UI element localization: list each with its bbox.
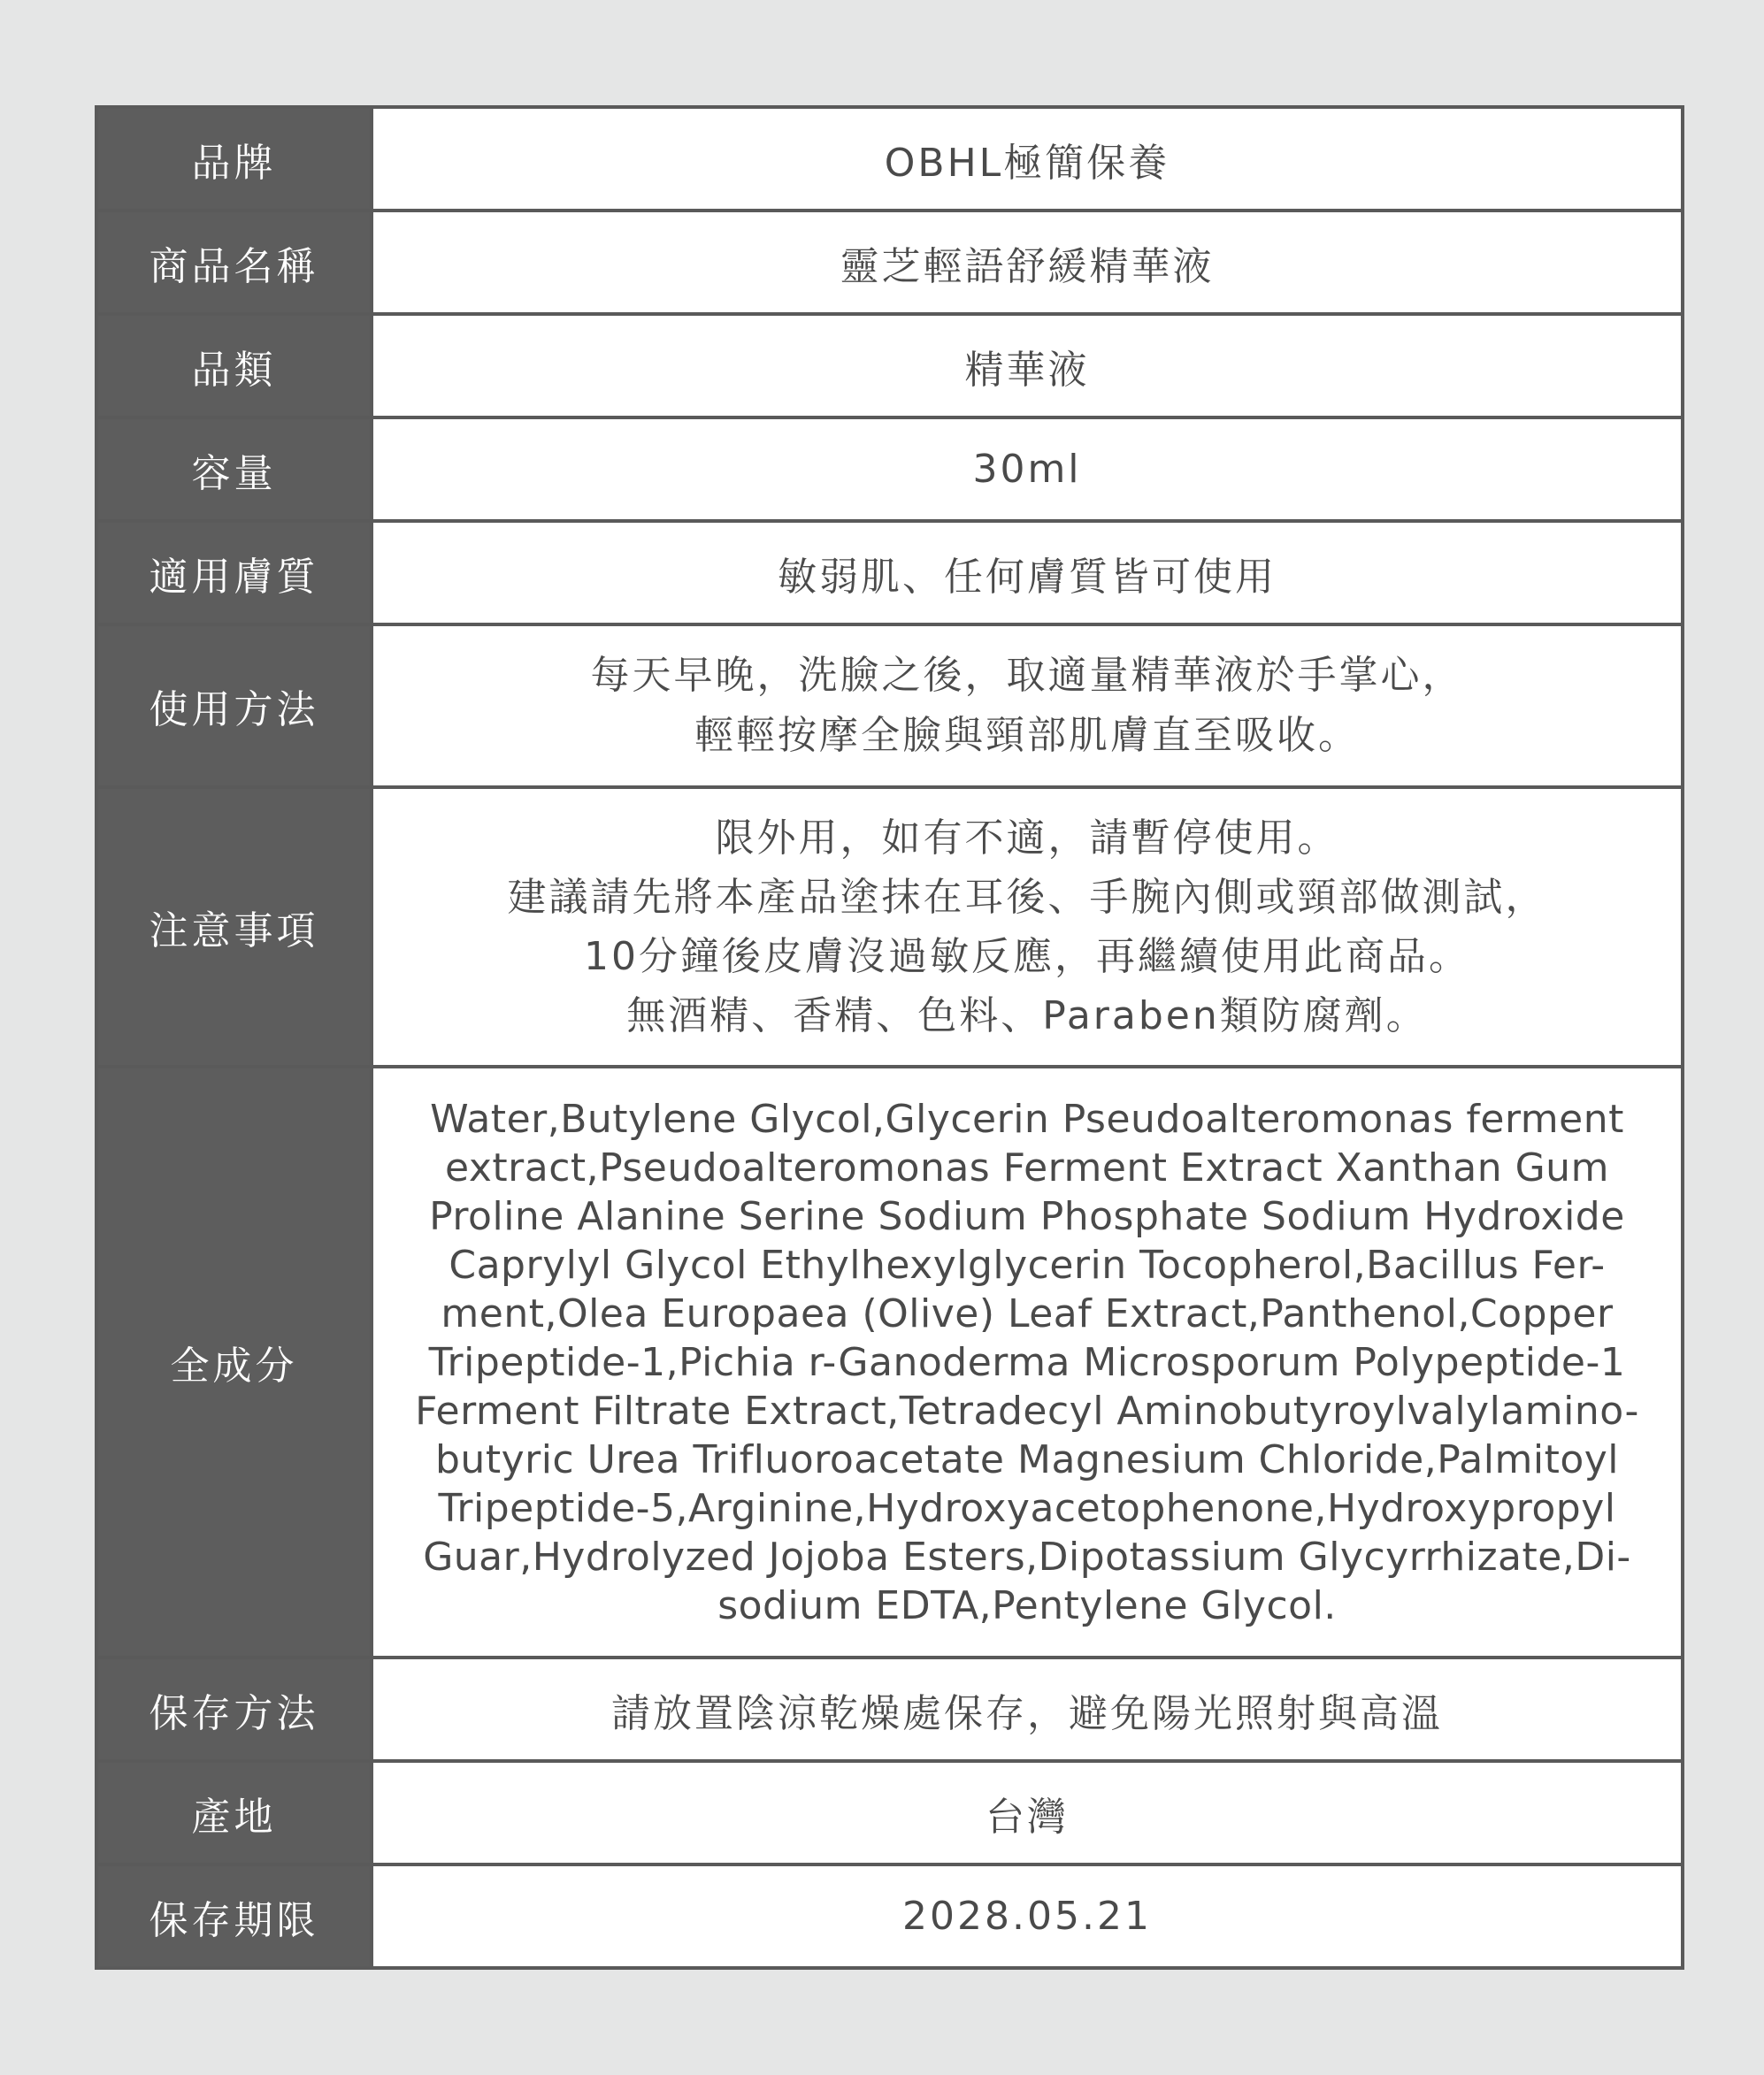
precaution-line: 無酒精、香精、色料、Paraben類防腐劑。: [626, 993, 1428, 1038]
spec-value: 靈芝輕語舒緩精華液: [372, 211, 1683, 314]
ingredient-line: Ferment Filtrate Extract,Tetradecyl Aminobutyroylvalylamino-: [415, 1388, 1639, 1434]
spec-value: 精華液: [372, 314, 1683, 417]
spec-label: 保存期限: [96, 1864, 372, 1968]
spec-label: 使用方法: [96, 624, 372, 787]
ingredient-line: extract,Pseudoalteromonas Ferment Extract Xanthan Gum: [445, 1145, 1609, 1191]
ingredient-line: ment,Olea Europaea (Olive) Leaf Extract,Panthenol,Copper: [441, 1290, 1614, 1336]
spec-value: 30ml: [372, 417, 1683, 521]
precaution-line: 建議請先將本產品塗抹在耳後、手腕內側或頸部做測試，: [507, 875, 1547, 920]
spec-row-usage: [96, 624, 1683, 787]
ingredient-line: Tripeptide-1,Pichia r-Ganoderma Microsporum Polypeptide-1: [428, 1339, 1626, 1385]
spec-label: 品牌: [96, 107, 372, 211]
spec-row-precautions: [96, 787, 1683, 1067]
ingredient-line: butyric Urea Trifluoroacetate Magnesium Chloride,Palmitoyl: [435, 1436, 1619, 1482]
ingredient-line: Guar,Hydrolyzed Jojoba Esters,Dipotassium Glycyrrhizate,Di-: [423, 1534, 1631, 1580]
ingredient-line: Water,Butylene Glycol,Glycerin Pseudoalteromonas ferment: [430, 1096, 1624, 1142]
spec-row-volume: [96, 417, 1683, 521]
spec-label: 容量: [96, 417, 372, 521]
spec-row-storage: [96, 1658, 1683, 1761]
spec-row-product-name: [96, 211, 1683, 314]
ingredient-line: Proline Alanine Serine Sodium Phosphate Sodium Hydroxide: [429, 1193, 1625, 1239]
spec-value-multiline: [372, 787, 1683, 1067]
usage-line: 輕輕按摩全臉與頸部肌膚直至吸收。: [694, 713, 1360, 758]
spec-label: 產地: [96, 1761, 372, 1864]
spec-value-multiline: [372, 624, 1683, 787]
spec-label: 商品名稱: [96, 211, 372, 314]
spec-label: 品類: [96, 314, 372, 417]
spec-label: 保存方法: [96, 1658, 372, 1761]
spec-label: 全成分: [96, 1067, 372, 1658]
precaution-line: 10分鐘後皮膚沒過敏反應，再繼續使用此商品。: [584, 934, 1470, 979]
ingredient-line: sodium EDTA,Pentylene Glycol.: [717, 1582, 1337, 1628]
ingredient-line: Tripeptide-5,Arginine,Hydroxyacetophenone,Hydroxypropyl: [438, 1485, 1616, 1531]
spec-label: 適用膚質: [96, 521, 372, 624]
spec-value: 台灣: [372, 1761, 1683, 1864]
spec-row-expiry: [96, 1864, 1683, 1968]
spec-value: 2028.05.21: [372, 1864, 1683, 1968]
spec-row-ingredients: [96, 1067, 1683, 1658]
precaution-line: 限外用，如有不適，請暫停使用。: [715, 815, 1339, 861]
spec-row-category: [96, 314, 1683, 417]
spec-value-multiline: [372, 1067, 1683, 1658]
spec-row-origin: [96, 1761, 1683, 1864]
spec-value: OBHL極簡保養: [372, 107, 1683, 211]
spec-row-skin-type: [96, 521, 1683, 624]
spec-value: 敏弱肌、任何膚質皆可使用: [372, 521, 1683, 624]
spec-label: 注意事項: [96, 787, 372, 1067]
usage-line: 每天早晚，洗臉之後，取適量精華液於手掌心，: [590, 653, 1464, 698]
spec-value: 請放置陰涼乾燥處保存，避免陽光照射與高溫: [372, 1658, 1683, 1761]
spec-row-brand: [96, 107, 1683, 211]
spec-table: [95, 105, 1684, 1970]
ingredient-line: Caprylyl Glycol Ethylhexylglycerin Tocopherol,Bacillus Fer-: [449, 1242, 1606, 1288]
